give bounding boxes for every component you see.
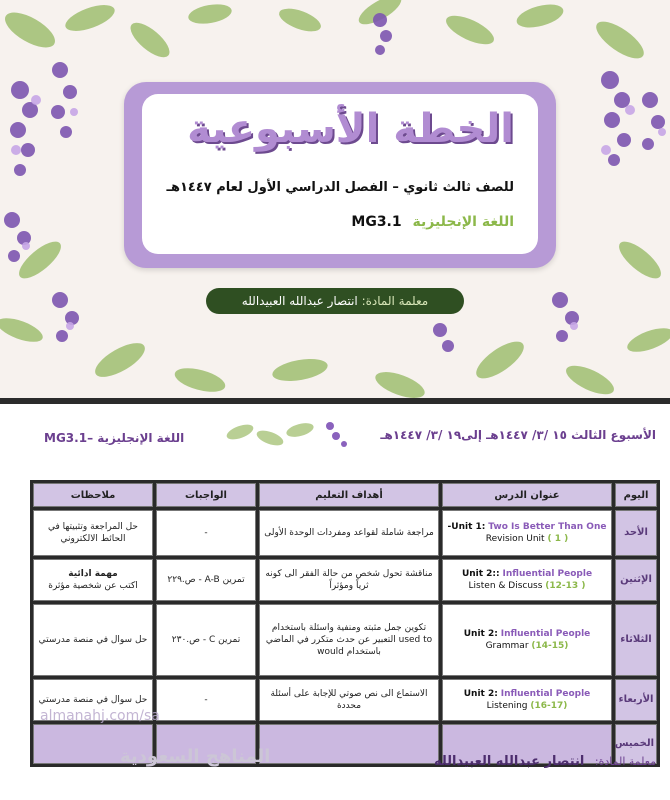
day-cell: الأربعاء [615, 679, 657, 721]
lesson-type: Listen & Discuss [468, 581, 543, 591]
footer-teacher [434, 754, 656, 769]
notes-cell: حل سوال في منصة مدرستي [33, 679, 153, 721]
lesson-type: Listening [486, 701, 528, 711]
lesson-cell [442, 679, 612, 721]
homework-cell: تمرين A-B - ص.٢٢٩ [156, 559, 256, 601]
plan-subject: اللغة الإنجليزية –MG3.1 [44, 431, 185, 445]
unit-title: Influential People [500, 688, 591, 699]
lesson-pages: ( 1 ) [547, 534, 569, 544]
header-day: اليوم [615, 483, 657, 507]
floral-sprig [220, 412, 380, 452]
note-subtitle: اكتب عن شخصية مؤثرة [48, 581, 138, 591]
lesson-cell [442, 510, 612, 556]
lesson-pages: (12-13 ) [545, 581, 586, 591]
lesson-subtitle [445, 580, 609, 592]
unit-number: Unit 2: [463, 688, 498, 699]
subject-name: اللغة الإنجليزية [412, 214, 514, 230]
day-cell: الإثنين [615, 559, 657, 601]
objective-cell: مراجعة شاملة لقواعد ومفردات الوحدة الأولى [259, 510, 439, 556]
title-card-inner [142, 94, 538, 254]
unit-number: Unit 2:: [461, 568, 500, 579]
notes-cell: حل المراجعة وتثبيتها في الحائط الالكتروني [33, 510, 153, 556]
homework-cell: - [156, 679, 256, 721]
table-row [33, 559, 657, 601]
grade-semester-subtitle: للصف ثالث ثانوي – الفصل الدراسي الأول لعام ١٤٤٧هـ [166, 180, 514, 195]
header-lesson: عنوان الدرس [442, 483, 612, 507]
objective-cell: تكوين جمل مثبته ومنفية واسئلة باستخدام used to التعبير عن حدث متكرر في الماضي باستخدام would [259, 604, 439, 676]
teacher-label: معلمة المادة: [361, 294, 429, 308]
week-dates: الأسبوع الثالث ١٥ /٣/ ١٤٤٧هـ إلى١٩ /٣/ ١٤٤٧هـ [380, 428, 656, 442]
footer-teacher-name: انتصار عبدالله العبيدالله [433, 754, 585, 769]
teacher-name: انتصار عبدالله العبيدالله [241, 294, 358, 308]
site-watermark: almanahj.com/sa [40, 708, 160, 724]
lesson-subtitle [445, 700, 609, 712]
table-header-row [33, 483, 657, 507]
objective-cell [259, 724, 439, 764]
note-title: مهمة ادائية [68, 568, 118, 579]
lesson-pages: (14-15) [531, 641, 569, 651]
title-card [124, 82, 556, 268]
lesson-cell [442, 604, 612, 676]
lesson-subtitle [445, 640, 609, 652]
unit-title: Influential People [500, 628, 591, 639]
weekly-plan-page [0, 398, 670, 800]
teacher-badge [206, 288, 464, 314]
footer-teacher-label: معلمة المادة: [594, 755, 656, 768]
table-row [33, 604, 657, 676]
header-notes: ملاحظات [33, 483, 153, 507]
lesson-pages: (16-17) [530, 701, 568, 711]
brand-logo-text: المناهج السعودية [120, 746, 271, 767]
lesson-type: Grammar [485, 641, 529, 651]
objective-cell: مناقشة تحول شخص من حالة الفقر الى كونه ثرياً ومؤثراً [259, 559, 439, 601]
subject-line [351, 214, 514, 230]
header-objectives: أهداف التعليم [259, 483, 439, 507]
day-cell: الأحد [615, 510, 657, 556]
day-cell: الثلاثاء [615, 604, 657, 676]
table-row [33, 510, 657, 556]
page-title: الخطة الأسبوعية [187, 106, 514, 152]
lesson-cell [442, 559, 612, 601]
cover-page [0, 0, 670, 398]
subject-code: MG3.1 [351, 214, 402, 230]
header-homework: الواجبات [156, 483, 256, 507]
homework-cell: تمرين C - ص.٢٣٠ [156, 604, 256, 676]
unit-title: Two Is Better Than One [488, 521, 607, 532]
notes-cell: حل سوال في منصة مدرستي [33, 604, 153, 676]
unit-number: -Unit 1: [447, 521, 486, 532]
day-cell: الخميس [615, 724, 657, 764]
notes-cell [33, 559, 153, 601]
unit-number: Unit 2: [463, 628, 498, 639]
homework-cell: - [156, 510, 256, 556]
objective-cell: الاستماع الى نص صوتي للإجابة على أسئلة محددة [259, 679, 439, 721]
unit-title: Influential People [502, 568, 593, 579]
lesson-subtitle [445, 533, 609, 545]
lesson-type: Revision Unit [485, 534, 545, 544]
